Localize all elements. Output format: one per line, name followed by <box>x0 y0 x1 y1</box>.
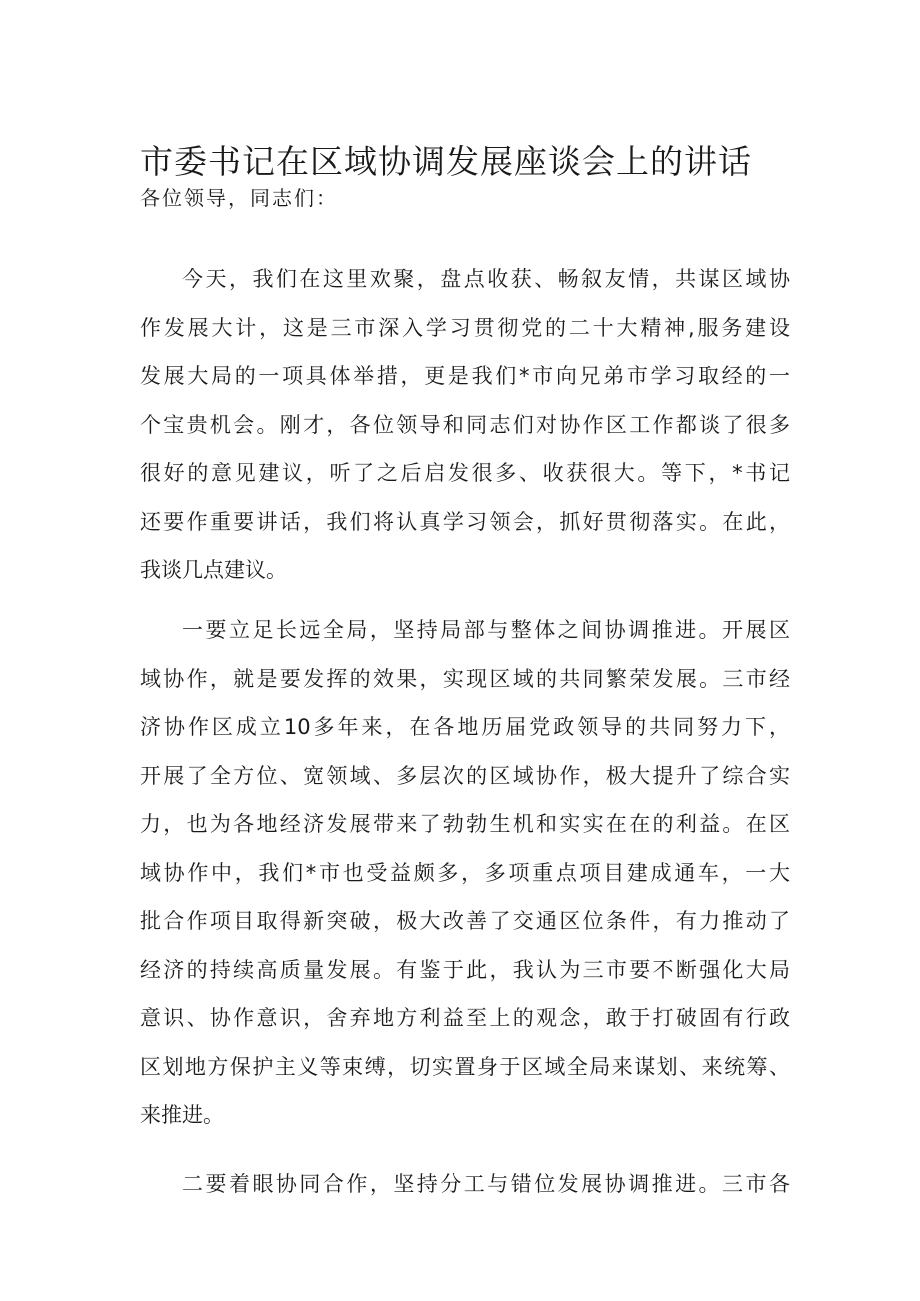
paragraph-point-one <box>140 606 790 1140</box>
paragraph-line: 发展大局的一项具体举措，更是我们*市向兄弟市学习取经的一 <box>140 364 790 388</box>
paragraph-line: 今天，我们在这里欢聚，盘点收获、畅叙友情，共谋区域协 <box>182 267 790 291</box>
paragraph-line: 力，也为各地经济发展带来了勃勃生机和实实在在的利益。在区 <box>140 812 790 836</box>
paragraph-line: 区划地方保护主义等束缚，切实置身于区域全局来谋划、来统筹、 <box>140 1054 790 1079</box>
paragraph-line: 我谈几点建议。 <box>140 558 287 582</box>
paragraph-line: 很好的意见建议，听了之后启发很多、收获很大。等下，*书记 <box>140 461 790 485</box>
paragraph-line: 意识、协作意识，舍弃地方利益至上的观念，敢于打破固有行政 <box>140 1006 790 1030</box>
paragraph-line: 二要着眼协同合作，坚持分工与错位发展协调推进。三市各 <box>182 1172 790 1196</box>
paragraph-line: 济协作区成立10多年来，在各地历届党政领导的共同努力下， <box>140 715 790 739</box>
paragraph-line: 来推进。 <box>140 1103 224 1127</box>
paragraph-line: 作发展大计，这是三市深入学习贯彻党的二十大精神,服务建设 <box>140 315 790 340</box>
paragraph-line: 还要作重要讲话，我们将认真学习领会，抓好贯彻落实。在此， <box>140 509 790 534</box>
paragraph-line: 个宝贵机会。刚才，各位领导和同志们对协作区工作都谈了很多 <box>140 412 790 437</box>
paragraph-line: 域协作，就是要发挥的效果，实现区域的共同繁荣发展。三市经 <box>140 666 790 691</box>
paragraph-line: 一要立足长远全局，坚持局部与整体之间协调推进。开展区 <box>182 618 790 642</box>
salutation: 各位领导，同志们： <box>140 186 338 210</box>
paragraph-line: 批合作项目取得新突破，极大改善了交通区位条件，有力推动了 <box>140 909 790 933</box>
paragraph-opening <box>140 255 790 595</box>
document-title: 市委书记在区域协调发展座谈会上的讲话 <box>140 142 752 181</box>
paragraph-point-two <box>140 1160 790 1209</box>
paragraph-line: 经济的持续高质量发展。有鉴于此，我认为三市要不断强化大局 <box>140 957 790 982</box>
paragraph-line: 开展了全方位、宽领域、多层次的区域协作，极大提升了综合实 <box>140 763 790 788</box>
paragraph-line: 域协作中，我们*市也受益颇多，多项重点项目建成通车，一大 <box>140 860 790 885</box>
